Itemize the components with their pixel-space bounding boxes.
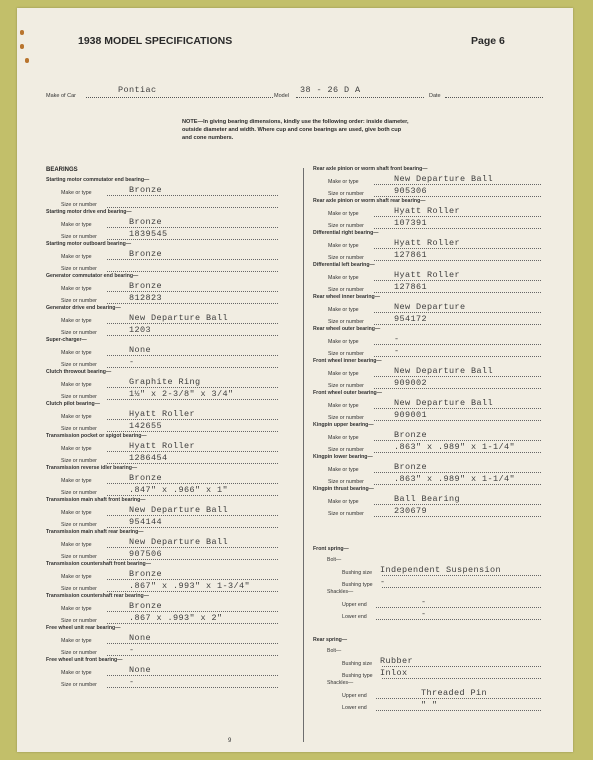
bolt-label: Bolt— <box>327 557 342 563</box>
field-value: 812823 <box>129 292 163 303</box>
field-label: Make or type <box>61 350 92 356</box>
field-dotted-line <box>107 367 278 368</box>
field-value: 954172 <box>394 313 428 324</box>
field-label: Make or type <box>61 414 92 420</box>
field-value: New Departure Ball <box>394 366 494 376</box>
bearings-left-column <box>46 167 286 689</box>
field-value: - <box>394 334 400 344</box>
field-dotted-line <box>107 527 278 528</box>
field-label: Bushing size <box>342 661 373 667</box>
field-value: - <box>380 576 386 587</box>
form-field <box>46 390 286 402</box>
field-value: 142655 <box>129 420 163 431</box>
field-value: Ball Bearing <box>394 494 461 504</box>
field-dotted-line <box>107 431 278 432</box>
field-label: Size or number <box>61 329 97 336</box>
field-value: 127861 <box>394 249 428 260</box>
field-dotted-line <box>376 607 541 608</box>
field-label: Make or type <box>328 211 359 217</box>
field-value: Hyatt Roller <box>129 409 196 419</box>
form-field <box>46 282 286 294</box>
field-dotted-line <box>374 484 541 485</box>
field-dotted-line <box>376 619 541 620</box>
field-label: Make or type <box>61 382 92 388</box>
field-label: Size or number <box>328 222 364 229</box>
field-label: Make or type <box>328 179 359 185</box>
bolt-label: Bolt— <box>327 648 342 654</box>
field-value: Hyatt Roller <box>394 238 461 248</box>
form-field <box>46 262 286 274</box>
field-label: Size or number <box>61 649 97 656</box>
form-field <box>313 219 545 231</box>
field-label: Size or number <box>328 286 364 293</box>
form-field <box>313 475 545 487</box>
field-value: 907506 <box>129 548 163 559</box>
bearing-group-heading: Super-charger— <box>46 337 87 343</box>
form-field <box>46 294 286 306</box>
field-value: New Departure Ball <box>394 398 494 408</box>
field-value: Graphite Ring <box>129 377 201 387</box>
field-dotted-line <box>374 260 541 261</box>
field-value: .863" x .989" x 1-1/4" <box>394 441 516 452</box>
field-dotted-line <box>374 452 541 453</box>
field-dotted-line <box>107 463 278 464</box>
field-label: Size or number <box>61 489 97 496</box>
form-field <box>313 610 545 622</box>
field-value: 909002 <box>394 377 428 388</box>
field-dotted-line <box>107 591 278 592</box>
model-value: 38 - 26 D A <box>300 85 361 95</box>
field-dotted-line <box>382 678 541 679</box>
field-value: Bronze <box>129 281 163 291</box>
field-label: Make or type <box>61 606 92 612</box>
bearing-group-heading: Starting motor commutator end bearing— <box>46 177 150 183</box>
field-value: Bronze <box>129 185 163 195</box>
field-value: - <box>421 597 427 607</box>
field-dotted-line <box>107 239 278 240</box>
bearing-note: NOTE—In giving bearing dimensions, kindly use the following order: inside diameter, outside diameter and width. Where cup and cone bearings are used, give both cup and cone numbers. <box>182 119 409 142</box>
field-label: Bushing size <box>342 570 373 576</box>
field-value: 1839545 <box>129 228 168 239</box>
field-label: Make or type <box>328 435 359 441</box>
form-field <box>313 657 545 669</box>
binder-hole <box>25 58 29 63</box>
bearing-group-heading: Generator commutator end bearing— <box>46 273 139 279</box>
form-field <box>313 271 545 283</box>
form-field <box>313 347 545 359</box>
field-value: - <box>421 608 427 619</box>
field-label: Make or type <box>61 254 92 260</box>
form-field <box>46 346 286 358</box>
field-label: Make or type <box>61 574 92 580</box>
field-value: None <box>129 633 152 643</box>
form-field <box>313 207 545 219</box>
form-field <box>46 666 286 678</box>
form-field <box>46 614 286 626</box>
bearing-group-heading: Differential left bearing— <box>313 262 375 268</box>
field-label: Upper end <box>342 693 367 699</box>
bearing-group-heading: Transmission countershaft rear bearing— <box>46 593 149 599</box>
field-value: " " <box>421 699 438 710</box>
field-label: Make or type <box>61 446 92 452</box>
make-of-car-value: Pontiac <box>118 85 157 95</box>
field-value: .867" x .993" x 1-3/4" <box>129 580 251 591</box>
field-dotted-line <box>374 228 541 229</box>
bearing-group-heading: Transmission pocket or spigot bearing— <box>46 433 147 439</box>
field-value: - <box>394 345 400 356</box>
form-field <box>313 335 545 347</box>
form-field <box>313 187 545 199</box>
bearing-group-heading: Front wheel outer bearing— <box>313 390 382 396</box>
field-label: Size or number <box>328 318 364 325</box>
field-label: Size or number <box>61 681 97 688</box>
field-dotted-line <box>107 495 278 496</box>
field-label: Bushing type <box>342 581 373 588</box>
field-label: Size or number <box>328 446 364 453</box>
field-label: Make or type <box>328 467 359 473</box>
page-title: 1938 MODEL SPECIFICATIONS <box>78 35 233 47</box>
field-label: Size or number <box>61 553 97 560</box>
form-field <box>46 250 286 262</box>
form-field <box>46 486 286 498</box>
form-field <box>313 443 545 455</box>
field-value: New Departure Ball <box>129 537 229 547</box>
form-field <box>313 701 545 713</box>
field-value: - <box>129 356 135 367</box>
field-dotted-line <box>107 559 278 560</box>
bearing-group-heading: Transmission main shaft rear bearing— <box>46 529 144 535</box>
bearing-group-heading: Transmission countershaft front bearing— <box>46 561 151 567</box>
field-value: 905306 <box>394 185 428 196</box>
field-value: None <box>129 345 152 355</box>
form-field <box>313 379 545 391</box>
field-dotted-line <box>107 399 278 400</box>
form-field <box>313 411 545 423</box>
bearing-group-heading: Differential right bearing— <box>313 230 379 236</box>
model-label: Model <box>274 93 289 99</box>
field-label: Make or type <box>61 222 92 228</box>
field-label: Size or number <box>328 478 364 485</box>
field-dotted-line <box>382 587 541 588</box>
field-value: New Departure Ball <box>129 505 229 515</box>
bearing-group-heading: Kingpin thrust bearing— <box>313 486 374 492</box>
bearing-group-heading: Kingpin lower bearing— <box>313 454 373 460</box>
form-field <box>313 566 545 578</box>
field-label: Bushing type <box>342 672 373 679</box>
car-identification-row <box>46 85 543 100</box>
form-field <box>46 506 286 518</box>
shackles-label: Shackles— <box>327 589 354 595</box>
field-label: Size or number <box>328 190 364 197</box>
field-dotted-line <box>376 710 541 711</box>
field-dotted-line <box>107 195 278 196</box>
form-field <box>46 454 286 466</box>
field-value: 1½" x 2-3/8" x 3/4" <box>129 388 234 399</box>
field-dotted-line <box>374 388 541 389</box>
field-label: Size or number <box>61 425 97 432</box>
bearing-group-heading: Starting motor outboard bearing— <box>46 241 132 247</box>
form-field <box>46 326 286 338</box>
form-field <box>313 367 545 379</box>
binder-hole <box>20 44 24 49</box>
field-dotted-line <box>107 655 278 656</box>
bearing-group-heading: Starting motor drive end bearing— <box>46 209 132 215</box>
field-label: Size or number <box>328 510 364 517</box>
field-value: Bronze <box>129 601 163 611</box>
field-label: Make or type <box>61 670 92 676</box>
field-value: 107391 <box>394 217 428 228</box>
field-value: New Departure <box>394 302 466 312</box>
field-dotted-line <box>374 516 541 517</box>
bearing-group-heading: Generator drive end bearing— <box>46 305 121 311</box>
form-field <box>313 669 545 681</box>
field-value: None <box>129 665 152 675</box>
field-label: Make or type <box>328 499 359 505</box>
field-label: Size or number <box>61 233 97 240</box>
form-field <box>313 303 545 315</box>
field-label: Make or type <box>328 371 359 377</box>
field-dotted-line <box>107 623 278 624</box>
field-label: Make or type <box>328 307 359 313</box>
bearing-group-heading: Free wheel unit rear bearing— <box>46 625 121 631</box>
field-dotted-line <box>374 324 541 325</box>
field-value: 127861 <box>394 281 428 292</box>
field-label: Size or number <box>61 201 97 208</box>
form-field <box>46 358 286 370</box>
field-label: Size or number <box>328 350 364 357</box>
bearing-group-heading: Transmission main shaft front bearing— <box>46 497 146 503</box>
form-field <box>46 230 286 242</box>
page-mark: 9 <box>228 738 232 744</box>
form-field <box>46 582 286 594</box>
make-of-car-label: Make of Car <box>46 93 76 99</box>
form-field <box>46 410 286 422</box>
field-label: Size or number <box>61 265 97 272</box>
field-dotted-line <box>107 207 278 208</box>
field-dotted-line <box>382 575 541 576</box>
field-value: Independent Suspension <box>380 565 502 575</box>
field-value: .867 x .993" x 2" <box>129 612 223 623</box>
bearing-group-heading: Rear axle pinion or worm shaft rear bearing— <box>313 198 426 204</box>
bearings-right-column <box>313 166 545 518</box>
field-label: Upper end <box>342 602 367 608</box>
form-field <box>313 251 545 263</box>
field-label: Size or number <box>61 617 97 624</box>
field-label: Make or type <box>61 638 92 644</box>
field-value: - <box>129 644 135 655</box>
form-field <box>46 678 286 690</box>
field-label: Lower end <box>342 613 367 620</box>
field-label: Make or type <box>328 243 359 249</box>
form-field <box>46 550 286 562</box>
bearing-group-heading: Transmission reverse idler bearing— <box>46 465 138 471</box>
binder-hole <box>20 30 24 35</box>
field-label: Size or number <box>61 585 97 592</box>
field-dotted-line <box>107 303 278 304</box>
field-label: Make or type <box>61 318 92 324</box>
field-label: Size or number <box>328 382 364 389</box>
form-field <box>313 283 545 295</box>
field-label: Size or number <box>61 297 97 304</box>
bearings-heading: BEARINGS <box>46 167 78 173</box>
field-value: Hyatt Roller <box>129 441 196 451</box>
field-value: 230679 <box>394 505 428 516</box>
field-value: 954144 <box>129 516 163 527</box>
field-value: Inlox <box>380 667 408 678</box>
field-value: Hyatt Roller <box>394 270 461 280</box>
form-field <box>313 495 545 507</box>
field-label: Size or number <box>328 414 364 421</box>
form-field <box>46 314 286 326</box>
field-label: Size or number <box>61 393 97 400</box>
spring-heading: Rear spring— <box>313 637 348 643</box>
field-dotted-line <box>374 420 541 421</box>
page-number: Page 6 <box>471 35 505 47</box>
field-dotted-line <box>107 687 278 688</box>
date-line <box>445 97 543 98</box>
date-label: Date <box>429 93 441 99</box>
field-value: Bronze <box>394 462 428 472</box>
bearing-group-heading: Rear wheel inner bearing— <box>313 294 380 300</box>
field-value: 909001 <box>394 409 428 420</box>
model-line <box>296 97 424 98</box>
form-field <box>313 507 545 519</box>
field-value: Bronze <box>129 569 163 579</box>
bearing-group-heading: Free wheel unit front bearing— <box>46 657 123 663</box>
column-divider <box>303 168 304 742</box>
field-label: Size or number <box>61 361 97 368</box>
form-field <box>46 518 286 530</box>
form-field <box>46 198 286 210</box>
make-of-car-line <box>86 97 273 98</box>
field-label: Make or type <box>61 542 92 548</box>
field-dotted-line <box>107 259 278 260</box>
form-field <box>46 646 286 658</box>
form-field <box>46 422 286 434</box>
field-value: 1286454 <box>129 452 168 463</box>
field-value: .863" x .989" x 1-1/4" <box>394 473 516 484</box>
field-label: Size or number <box>61 521 97 528</box>
field-label: Make or type <box>61 286 92 292</box>
bearing-group-heading: Front wheel inner bearing— <box>313 358 382 364</box>
form-field <box>46 634 286 646</box>
bearing-group-heading: Rear axle pinion or worm shaft front bearing— <box>313 166 428 172</box>
shackles-label: Shackles— <box>327 680 354 686</box>
field-value: 1203 <box>129 324 152 335</box>
field-label: Size or number <box>328 254 364 261</box>
form-field <box>46 538 286 550</box>
field-value: Bronze <box>129 249 163 259</box>
field-label: Make or type <box>328 403 359 409</box>
field-label: Lower end <box>342 704 367 711</box>
bearing-group-heading: Rear wheel outer bearing— <box>313 326 381 332</box>
field-value: Threaded Pin <box>421 688 488 698</box>
field-dotted-line <box>107 335 278 336</box>
field-dotted-line <box>374 356 541 357</box>
form-field <box>46 186 286 198</box>
form-field <box>313 175 545 187</box>
field-dotted-line <box>374 292 541 293</box>
bearing-group-heading: Clutch pilot bearing— <box>46 401 100 407</box>
spring-heading: Front spring— <box>313 546 349 552</box>
form-field <box>313 578 545 590</box>
field-label: Make or type <box>328 275 359 281</box>
form-field <box>313 239 545 251</box>
form-field <box>313 399 545 411</box>
field-value: Rubber <box>380 656 414 666</box>
field-dotted-line <box>107 271 278 272</box>
field-label: Size or number <box>61 457 97 464</box>
field-value: New Departure Ball <box>394 174 494 184</box>
field-value: Bronze <box>394 430 428 440</box>
field-value: - <box>129 676 135 687</box>
field-dotted-line <box>376 698 541 699</box>
form-field <box>313 598 545 610</box>
field-value: Bronze <box>129 217 163 227</box>
spring-section <box>313 546 545 712</box>
field-label: Make or type <box>61 478 92 484</box>
field-label: Make or type <box>328 339 359 345</box>
field-value: .847" x .966" x 1" <box>129 484 229 495</box>
field-label: Make or type <box>61 510 92 516</box>
bearing-group-heading: Clutch throwout bearing— <box>46 369 112 375</box>
field-value: Hyatt Roller <box>394 206 461 216</box>
bearing-group-heading: Kingpin upper bearing— <box>313 422 374 428</box>
field-label: Make or type <box>61 190 92 196</box>
field-dotted-line <box>374 196 541 197</box>
form-field <box>313 315 545 327</box>
field-value: Bronze <box>129 473 163 483</box>
field-value: New Departure Ball <box>129 313 229 323</box>
